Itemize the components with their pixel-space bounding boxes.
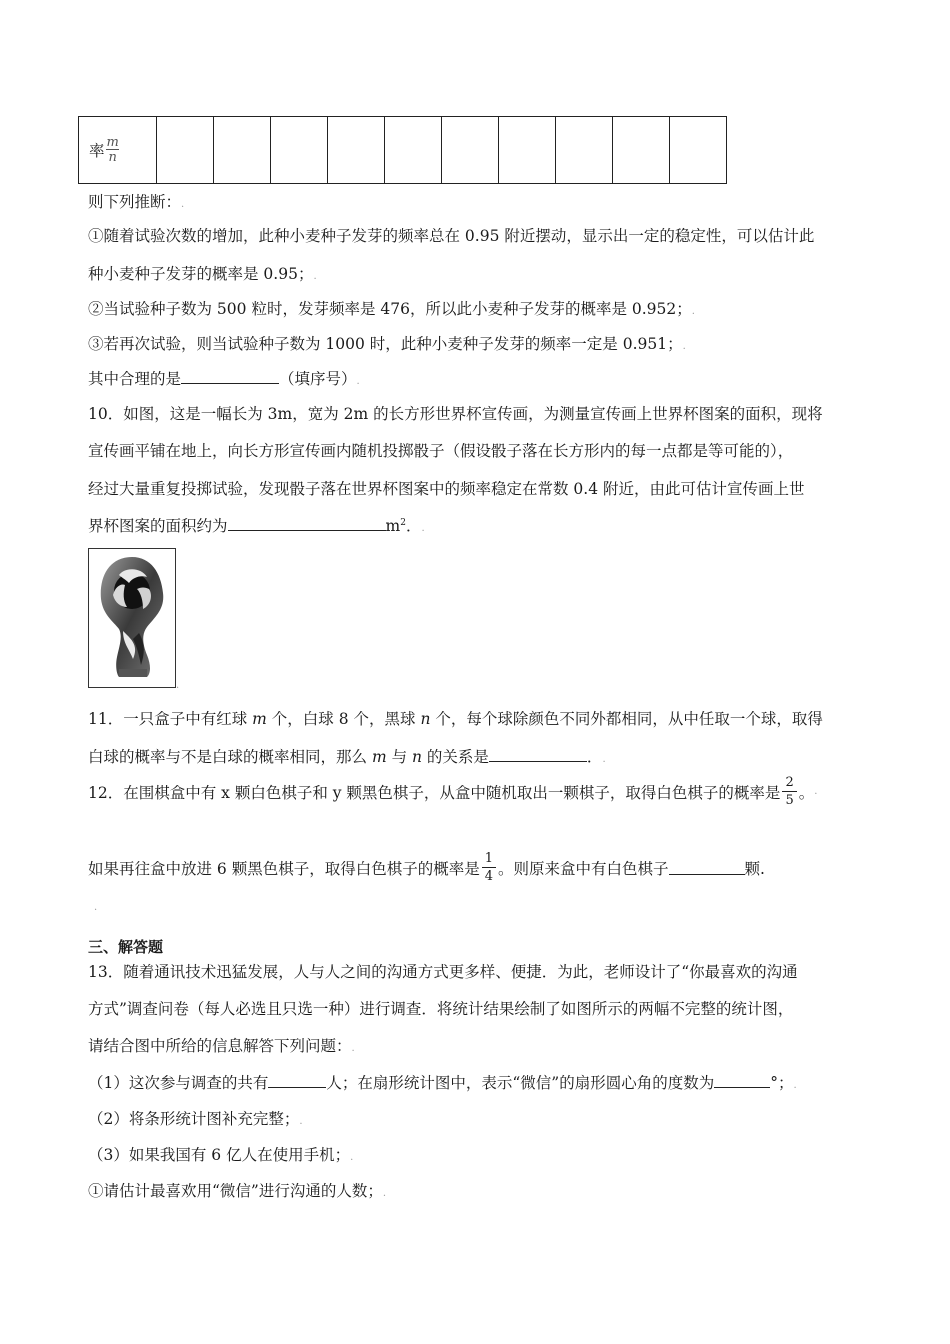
question-13-part-1: （1）这次参与调查的共有 人；在扇形统计图中，表示“微信”的扇形圆心角的度数为 °；.	[88, 1074, 797, 1092]
question-10-line-1: 10．如图，这是一幅长为 3m，宽为 2m 的长方形世界杯宣传画，为测量宣传画上世界杯图案的面积，现将	[88, 405, 823, 423]
answer-blank[interactable]	[181, 369, 279, 384]
table-cell	[556, 117, 613, 184]
table-cell	[442, 117, 499, 184]
frequency-table	[78, 116, 727, 184]
table-cell	[328, 117, 385, 184]
statement-2: ②当试验种子数为 500 粒时，发芽频率是 476，所以此小麦种子发芽的概率是 0.952；.	[88, 300, 695, 318]
statement-1-line-1: ①随着试验次数的增加，此种小麦种子发芽的频率总在 0.95 附近摆动，显示出一定的稳定性，可以估计此	[88, 227, 815, 245]
section-3-heading: 三、解答题	[88, 938, 164, 956]
table-cell	[157, 117, 214, 184]
question-12-line-1: 12．在围棋盒中有 x 颗白色棋子和 y 颗黑色棋子，从盒中随机取出一颗棋子，取得白色棋子的概率是 $\frac{2}{5}$ 。 .	[88, 775, 818, 808]
question-13-line-1: 13．随着通讯技术迅猛发展，人与人之间的沟通方式更多样、便捷．为此，老师设计了“你最喜欢的沟通	[88, 963, 798, 981]
question-13-line-3: 请结合图中所给的信息解答下列问题：.	[88, 1037, 355, 1055]
table-cell	[214, 117, 271, 184]
question-11-line-2: 白球的概率与不是白球的概率相同，那么 m 与 n 的关系是 ．.	[88, 748, 606, 766]
table-row-label-cell	[79, 117, 157, 184]
table-cell	[499, 117, 556, 184]
inference-intro: 则下列推断：.	[88, 193, 185, 211]
answer-blank[interactable]	[669, 860, 745, 875]
question-13-line-2: 方式”调查问卷（每人必选且只选一种）进行调查．将统计结果绘制了如图所示的两幅不完整的统计图，	[88, 1000, 794, 1018]
table-cell	[670, 117, 727, 184]
question-13-part-2: （2）将条形统计图补充完整；.	[88, 1110, 303, 1128]
question-13-part-3-sub-1: ①请估计最喜欢用“微信”进行沟通的人数；.	[88, 1182, 387, 1200]
question-10-line-4: 界杯图案的面积约为 $m^2$．.	[88, 517, 425, 535]
question-10-line-3: 经过大量重复投掷试验，发现骰子落在世界杯图案中的频率稳定在常数 0.4 附近，由此可估计宣传画上世	[88, 480, 805, 498]
image-anchor-dot: .	[176, 680, 180, 691]
fraction-m-over-n	[105, 136, 121, 164]
table-cell	[613, 117, 670, 184]
answer-line-reasonable: 其中合理的是 （填序号）.	[88, 370, 360, 388]
question-11-line-1: 11．一只盒子中有红球 m 个，白球 8 个，黑球 n 个，每个球除颜色不同外都相同，从中任取一个球，取得	[88, 710, 823, 728]
answer-blank[interactable]	[714, 1073, 770, 1088]
table-cell	[271, 117, 328, 184]
table-row	[79, 117, 727, 184]
fraction-two-fifths: $\frac{2}{5}$	[782, 776, 796, 807]
question-12-line-2: 如果再往盒中放进 6 颗黑色棋子，取得白色棋子的概率是 $\frac{1}{4}$ 。则原来盒中有白色棋子 颗.	[88, 851, 765, 884]
row-label: 率	[89, 142, 105, 160]
answer-blank[interactable]	[268, 1073, 326, 1088]
statement-3: ③若再次试验，则当试验种子数为 1000 时，此种小麦种子发芽的频率一定是 0.951；.	[88, 335, 686, 353]
answer-blank[interactable]	[489, 747, 587, 762]
trophy-icon	[89, 549, 175, 687]
fraction-one-fourth: $\frac{1}{4}$	[482, 852, 496, 883]
frac-numerator: m	[106, 135, 119, 150]
world-cup-trophy-image	[88, 548, 176, 688]
statement-1-line-2: 种小麦种子发芽的概率是 0.95；.	[88, 265, 317, 283]
question-10-line-2: 宣传画平铺在地上，向长方形宣传画内随机投掷骰子（假设骰子落在长方形内的每一点都是等可能的），	[88, 442, 794, 460]
anchor-dot: .	[94, 902, 98, 913]
frac-denominator: n	[108, 150, 117, 165]
question-13-part-3: （3）如果我国有 6 亿人在使用手机；.	[88, 1146, 354, 1164]
answer-blank[interactable]	[228, 516, 386, 531]
table-cell	[385, 117, 442, 184]
